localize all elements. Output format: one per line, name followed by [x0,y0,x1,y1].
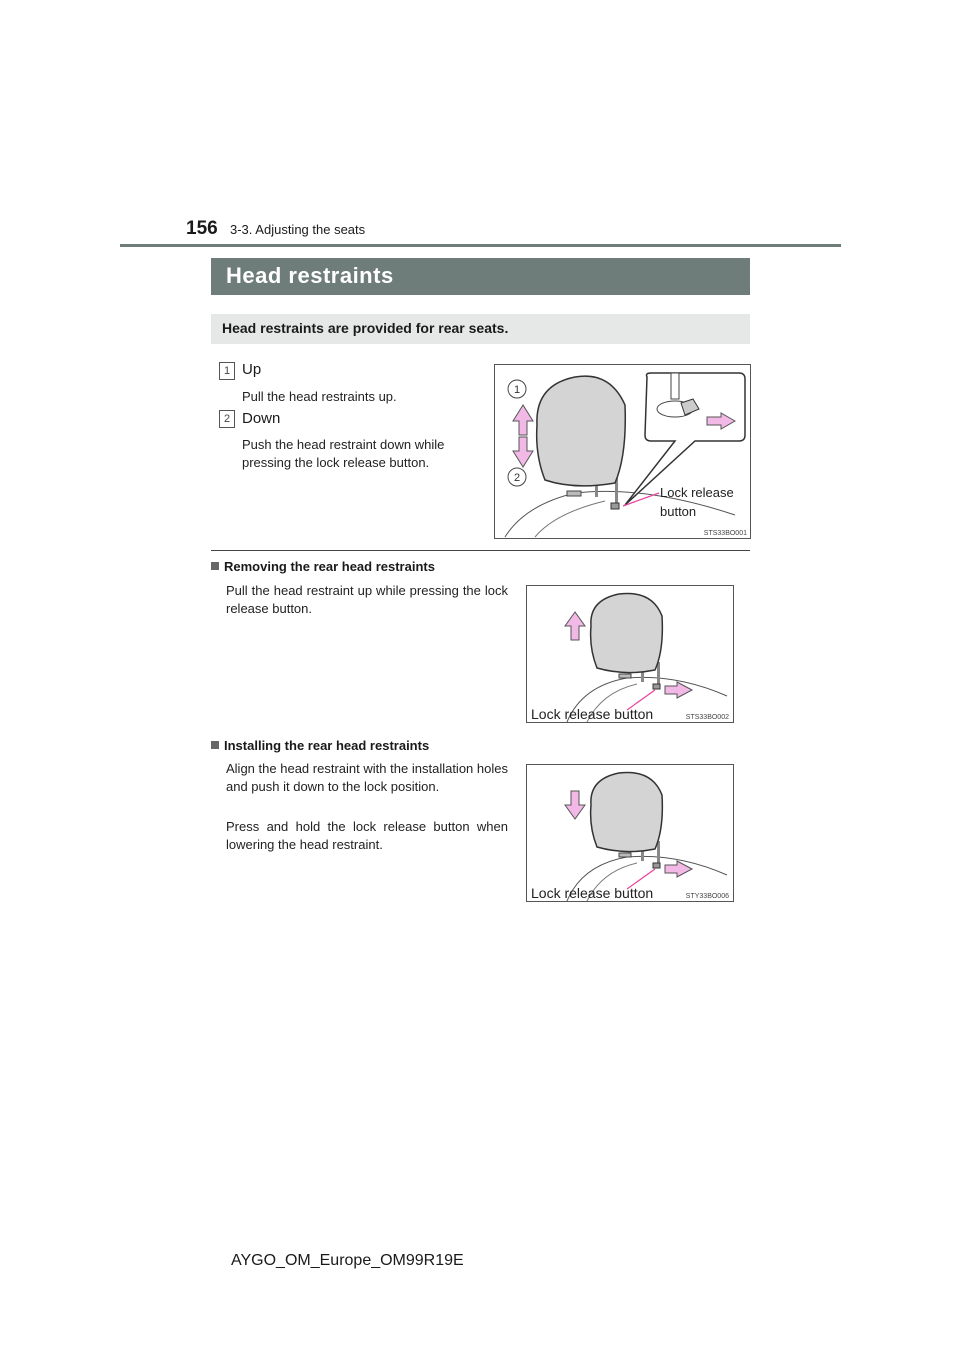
head-restraint-shape [591,593,663,672]
figure-removing-restraint [526,585,734,723]
installing-text-2: Press and hold the lock release button when lowering the head restraint. [226,819,508,852]
step-2-number-icon: 2 [219,410,235,428]
figure-installing-restraint [526,764,734,902]
figure-1-code: STS33BO001 [703,530,747,537]
figure-2-code: STS33BO002 [685,714,729,721]
lock-release-label: Lock release button [531,885,654,901]
figure-1-illustration [495,365,750,538]
figure-head-restraint-up-down [494,364,751,539]
figure-3-illustration [527,765,733,901]
removing-text: Pull the head restraint up while pressing the lock release button. [226,583,508,616]
intro-box [211,314,750,344]
removing-heading-text: Removing the rear head restraints [224,559,435,574]
lock-release-label: Lock release button [531,706,654,722]
page-number: 156 [186,218,218,239]
callout-1-text: 1 [513,384,521,396]
step-2-text: Push the head restraint down while pressing the lock release button. [242,437,445,470]
footer-document-code: AYGO_OM_Europe_OM99R19E [231,1252,464,1269]
up-arrow-icon [513,405,533,435]
up-arrow-icon [565,612,585,640]
title-bar [211,258,750,295]
lock-release-label-line1: Lock release [660,485,734,500]
page-title: Head restraints [226,263,394,288]
section-label: 3-3. Adjusting the seats [230,222,366,237]
step-2-heading: Down [242,410,281,427]
figure-3-code: STY33BO006 [685,893,729,900]
down-arrow-icon [565,791,585,819]
installing-text-1: Align the head restraint with the installation holes and push it down to the lock position. [226,761,508,794]
press-arrow-icon [665,682,692,698]
down-arrow-icon [513,437,533,467]
step-1-number-icon: 1 [219,362,235,380]
bullet-square-icon [211,741,219,749]
callout-2-text: 2 [513,472,521,484]
installing-heading [211,738,429,753]
removing-heading [211,559,435,574]
installing-heading-text: Installing the rear head restraints [224,738,430,753]
intro-text: Head restraints are provided for rear seats. [222,320,509,336]
lock-button-shape [611,503,619,509]
press-arrow-icon [665,861,692,877]
step-1-heading: Up [242,361,262,378]
head-restraint-shape [537,376,626,486]
figure-2-illustration [527,586,733,722]
section-separator [211,550,750,551]
step-1-text: Pull the head restraints up. [242,389,397,404]
bullet-square-icon [211,562,219,570]
head-restraint-shape [591,772,663,851]
lock-release-label-line2: button [660,504,697,519]
header-rule [120,244,841,247]
